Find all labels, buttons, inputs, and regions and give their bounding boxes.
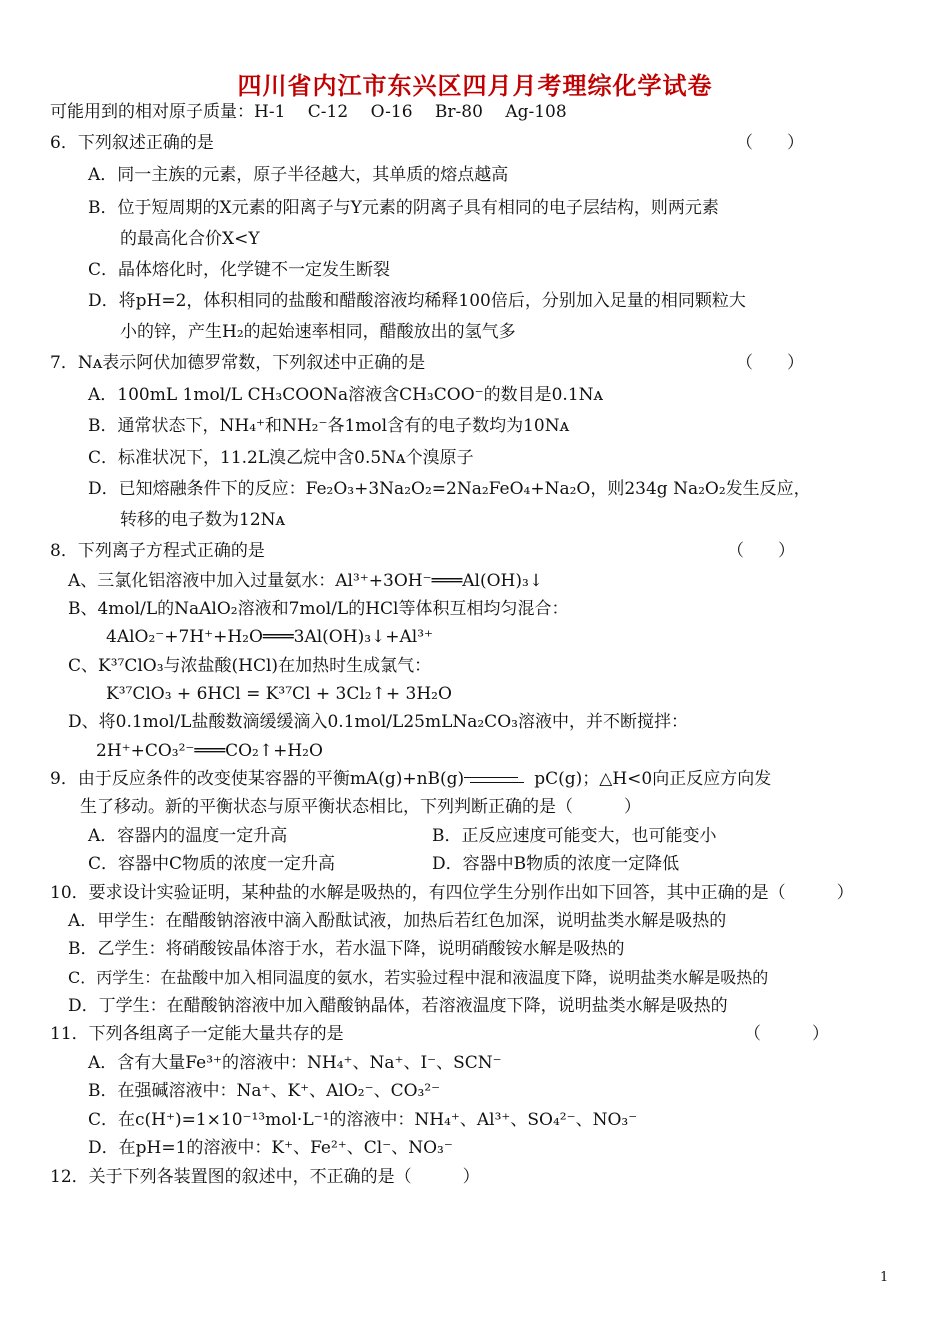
q6-option-b: B．位于短周期的X元素的阳离子与Y元素的阴离子具有相同的电子层结构，则两元素 [88,198,719,218]
q8-answer-paren: （ ） [727,541,795,561]
q11-option-b: B．在强碱溶液中：Na⁺、K⁺、AlO₂⁻、CO₃²⁻ [88,1081,441,1101]
q11-stem: 11．下列各组离子一定能大量共存的是 [50,1024,344,1044]
q10-option-b: B．乙学生：将硝酸铵晶体溶于水，若水温下降，说明硝酸铵水解是吸热的 [68,939,625,959]
q8-option-b-equation: 4AlO₂⁻+7H⁺+H₂O═══3Al(OH)₃↓+Al³⁺ [106,627,434,647]
q6-option-c: C．晶体熔化时，化学键不一定发生断裂 [88,260,391,280]
q6-answer-paren: （ ） [736,133,804,153]
q9-option-c: C．容器中C物质的浓度一定升高 [88,854,336,874]
q10-option-d: D．丁学生：在醋酸钠溶液中加入醋酸钠晶体，若溶液温度下降，说明盐类水解是吸热的 [68,996,728,1016]
q9-option-a: A．容器内的温度一定升高 [88,826,288,846]
q6-stem: 6．下列叙述正确的是 [50,133,214,153]
q12-stem: 12．关于下列各装置图的叙述中，不正确的是（ ） [50,1167,480,1187]
page-title: 四川省内江市东兴区四月月考理综化学试卷 [237,71,713,100]
q11-answer-paren: （ ） [744,1024,829,1044]
q7-option-d: D．已知熔融条件下的反应：Fe₂O₃+3Na₂O₂=2Na₂FeO₄+Na₂O，则234g Na₂O₂发生反应， [88,479,811,499]
q8-option-c: C、K³⁷ClO₃与浓盐酸(HCl)在加热时生成氯气： [68,656,432,676]
q8-option-a: A、三氯化铝溶液中加入过量氨水：Al³⁺+3OH⁻═══Al(OH)₃↓ [68,571,544,591]
q8-option-b: B、4mol/L的NaAlO₂溶液和7mol/L的HCl等体积互相均匀混合： [68,599,569,619]
q8-option-c-equation: K³⁷ClO₃ + 6HCl = K³⁷Cl + 3Cl₂↑+ 3H₂O [106,684,452,704]
q9-option-b: B．正反应速度可能变大，也可能变小 [432,826,717,846]
q7-option-a: A．100mL 1mol/L CH₃COONa溶液含CH₃COO⁻的数目是0.1Nᴀ [88,385,604,405]
q10-stem: 10．要求设计实验证明，某种盐的水解是吸热的，有四位学生分别作出如下回答，其中正确的是（ ） [50,883,854,903]
q9-stem-left: 9．由于反应条件的改变使某容器的平衡mA(g)+nB(g) [50,769,465,789]
q9-option-d: D．容器中B物质的浓度一定降低 [432,854,680,874]
q10-option-c: C．丙学生：在盐酸中加入相同温度的氨水，若实验过程中混和液温度下降，说明盐类水解是吸热的 [68,968,769,987]
q11-option-d: D．在pH=1的溶液中：K⁺、Fe²⁺、Cl⁻、NO₃⁻ [88,1138,453,1158]
q6-option-d: D．将pH=2，体积相同的盐酸和醋酸溶液均稀释100倍后，分别加入足量的相同颗粒大 [88,291,746,311]
q6-option-d-cont: 小的锌，产生H₂的起始速率相同，醋酸放出的氢气多 [120,322,516,342]
q10-option-a: A．甲学生：在醋酸钠溶液中滴入酚酞试液，加热后若红色加深，说明盐类水解是吸热的 [68,911,727,931]
q9-stem [50,768,771,790]
q11-option-c: C．在c(H⁺)=1×10⁻¹³mol·L⁻¹的溶液中：NH₄⁺、Al³⁺、SO₄²⁻、NO₃⁻ [88,1110,638,1130]
q8-option-d-equation: 2H⁺+CO₃²⁻═══CO₂↑+H₂O [96,741,323,761]
q7-option-d-cont: 转移的电子数为12Nᴀ [120,510,286,530]
page-number: 1 [880,1270,889,1285]
q7-stem: 7．Nᴀ表示阿伏加德罗常数，下列叙述中正确的是 [50,353,426,373]
q11-option-a: A．含有大量Fe³⁺的溶液中：NH₄⁺、Na⁺、I⁻、SCN⁻ [88,1053,502,1073]
q6-option-a: A．同一主族的元素，原子半径越大，其单质的熔点越高 [88,165,509,185]
q7-option-b: B．通常状态下，NH₄⁺和NH₂⁻各1mol含有的电子数均为10Nᴀ [88,416,570,436]
q7-answer-paren: （ ） [736,353,804,373]
q7-option-c: C．标准状况下，11.2L溴乙烷中含0.5Nᴀ个溴原子 [88,448,474,468]
q6-option-b-cont: 的最高化合价X<Y [120,229,260,249]
q9-stem-cont: 生了移动。新的平衡状态与原平衡状态相比，下列判断正确的是（ ） [80,797,641,817]
equilibrium-arrow-icon [464,775,524,785]
q8-stem: 8．下列离子方程式正确的是 [50,541,265,561]
q8-option-d: D、将0.1mol/L盐酸数滴缓缓滴入0.1mol/L25mLNa₂CO₃溶液中，并不断搅拌： [68,712,688,732]
atomic-masses: 可能用到的相对原子质量：H-1 C-12 O-16 Br-80 Ag-108 [50,102,567,122]
q9-stem-right: pC(g)；△H<0向正反应方向发 [534,769,772,789]
